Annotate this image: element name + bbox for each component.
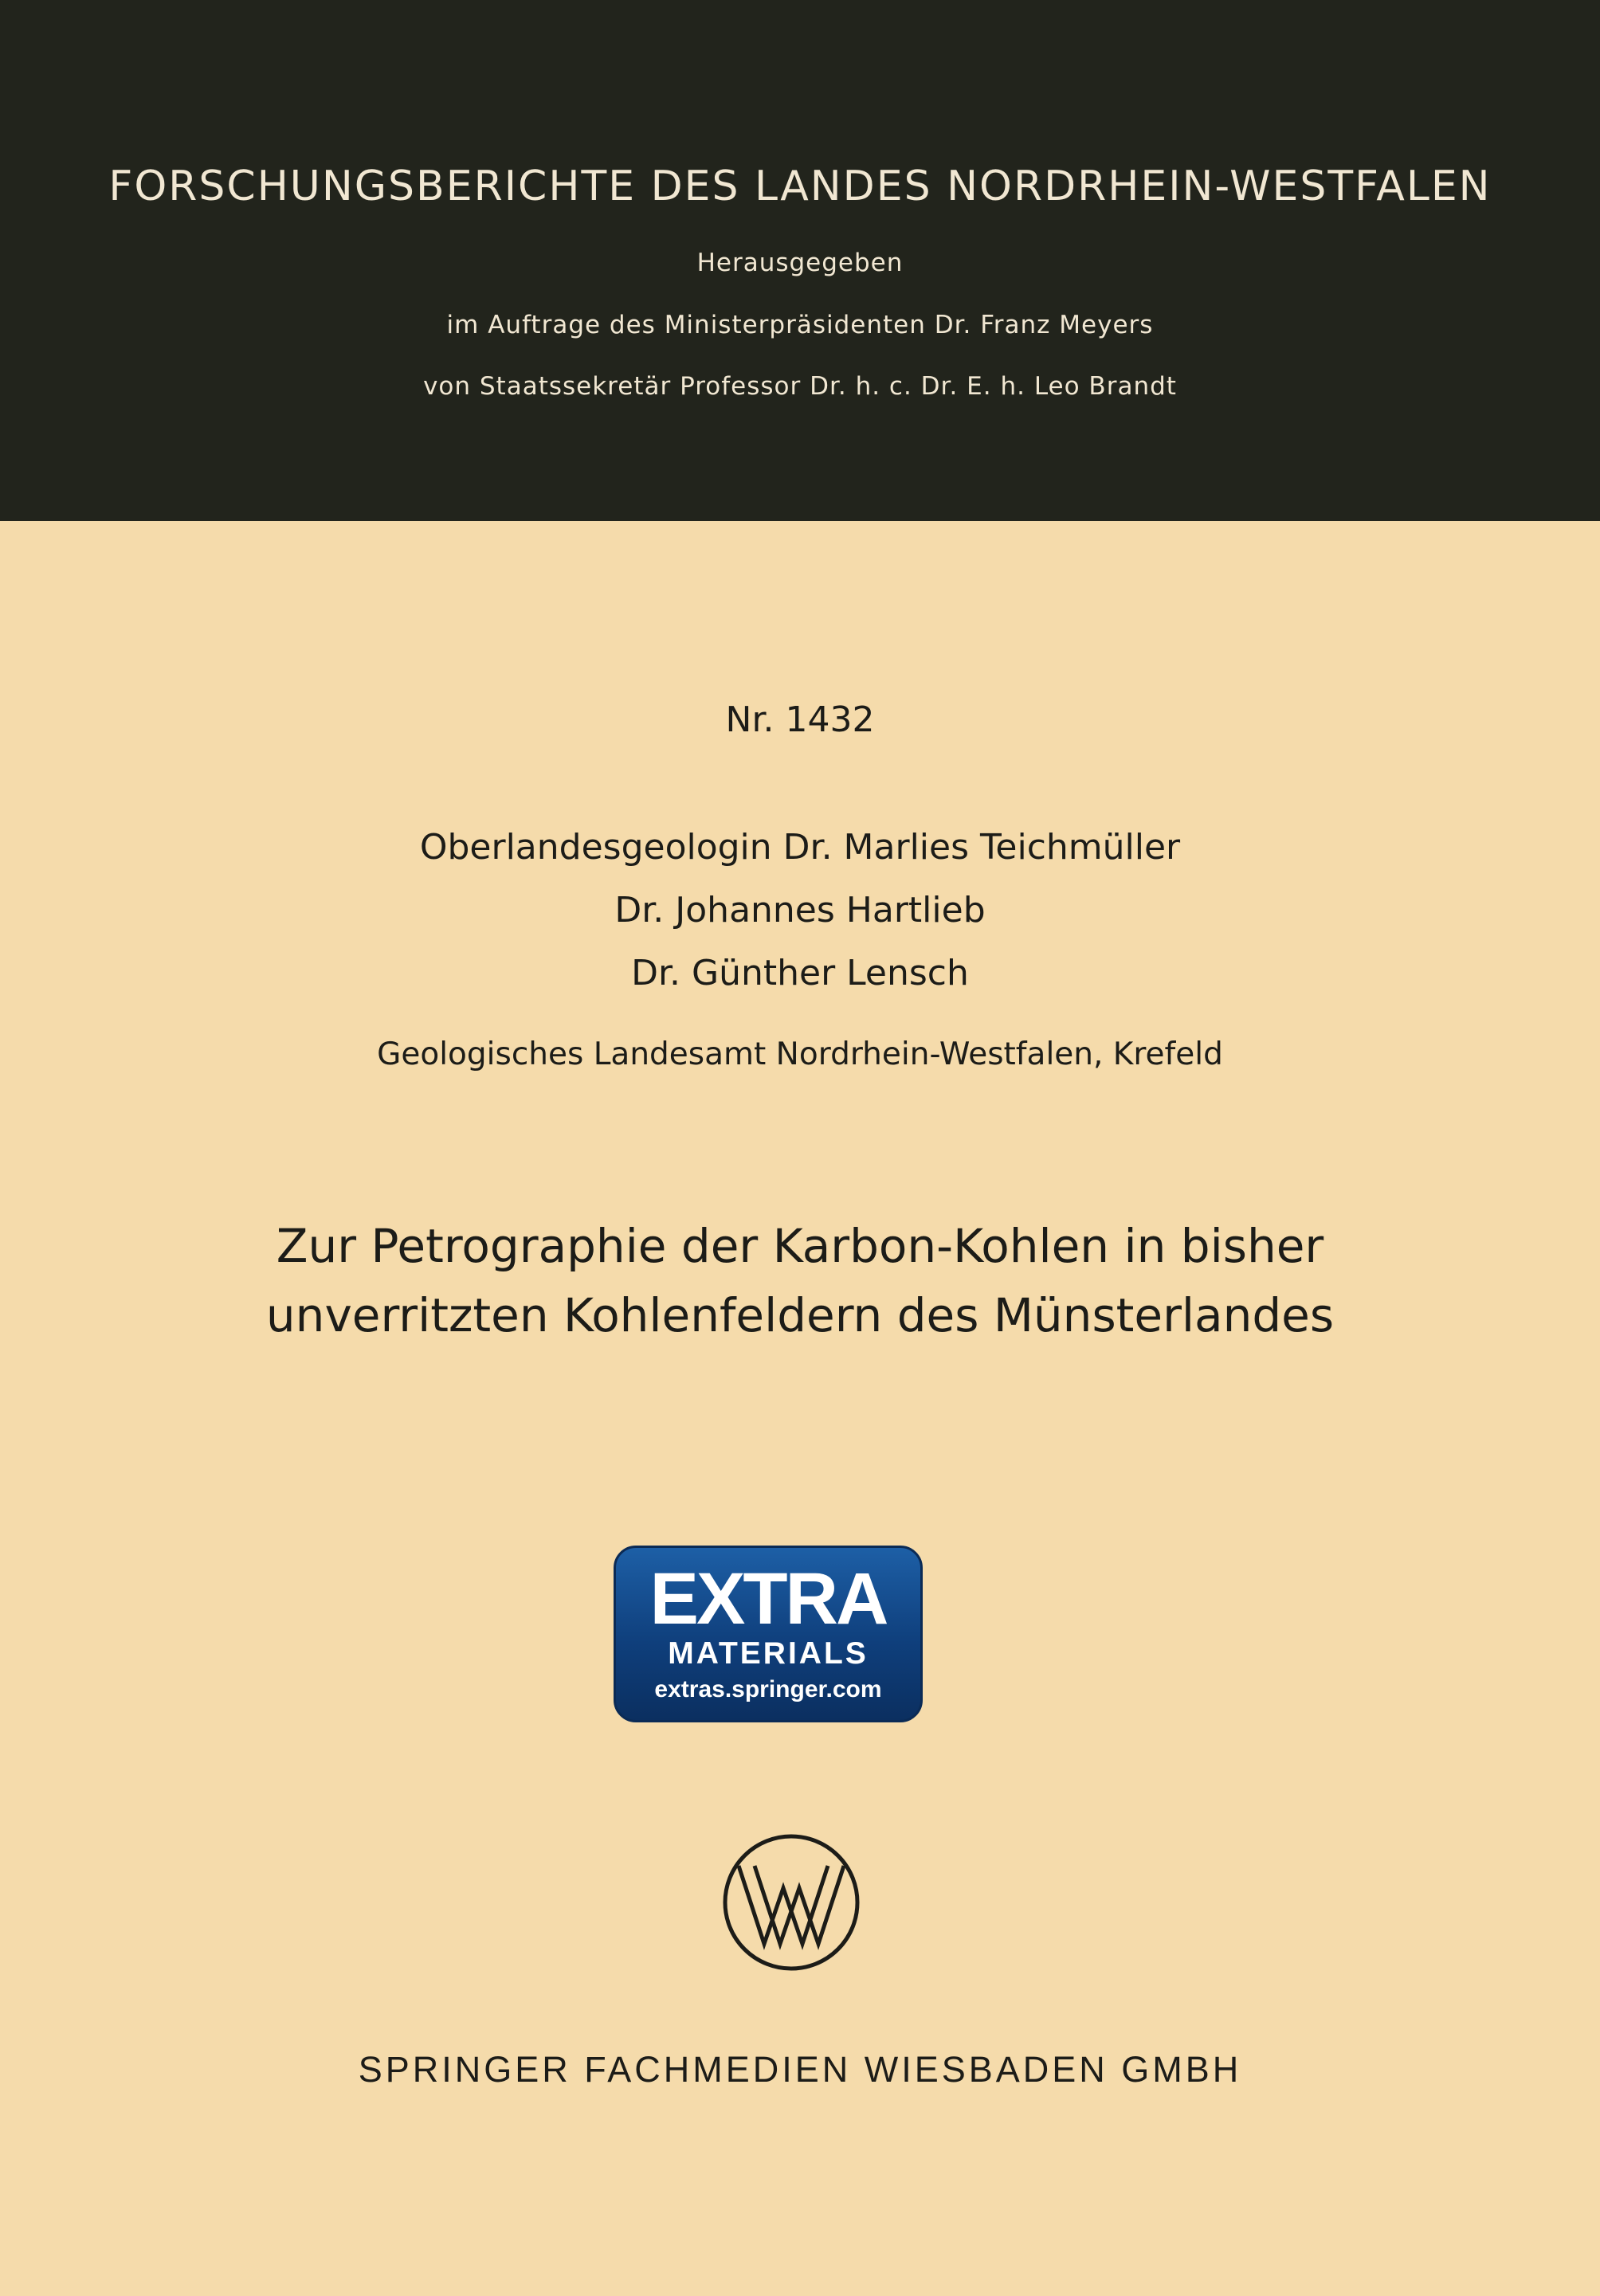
editor-name-line: von Staatssekretär Professor Dr. h. c. Dr. E. h. Leo Brandt [423,372,1177,401]
author-name: Oberlandesgeologin Dr. Marlies Teichmüller [419,827,1181,868]
springer-vieweg-circle-w-logo-icon [721,1832,861,1973]
series-title: FORSCHUNGSBERICHTE DES LANDES NORDRHEIN-WESTFALEN [108,163,1492,210]
badge-extra-text: EXTRA [649,1558,887,1640]
publisher-name: SPRINGER FACHMEDIEN WIESBADEN GMBH [358,2049,1242,2090]
book-title-line: Zur Petrographie der Karbon-Kohlen in bisher [276,1219,1324,1273]
badge-materials-text: MATERIALS [668,1636,869,1671]
editor-intro-line: Herausgegeben [696,249,904,277]
report-number: Nr. 1432 [725,699,875,740]
series-header-band [0,0,1600,521]
book-title-line: unverritzten Kohlenfeldern des Münsterlandes [265,1288,1335,1342]
badge-url-text: extras.springer.com [654,1676,882,1702]
extra-materials-badge[interactable] [614,1546,923,1722]
institution: Geologisches Landesamt Nordrhein-Westfalen, Krefeld [377,1036,1223,1072]
author-name: Dr. Günther Lensch [631,953,969,993]
editor-commission-line: im Auftrage des Ministerpräsidenten Dr. Franz Meyers [446,311,1154,339]
author-name: Dr. Johannes Hartlieb [614,890,986,931]
